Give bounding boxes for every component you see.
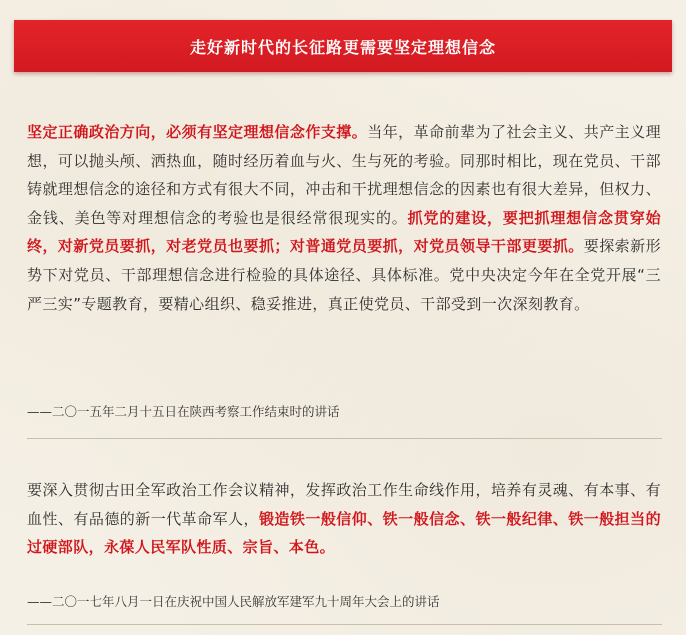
body-text: 当年，革命前辈为了社会主义、共产主义理想，可以抛头颅、洒热血，随时经历着血与火、生与死的考验。同那时相比，现在党员、干部铸就理想信念的途径和方式有很大不同，冲击和干扰理想信念的因素也有很大差异，但权力、金钱、美色等对理想信念的考验也是很经常很现实的。 xyxy=(27,123,661,227)
divider-line xyxy=(27,438,662,439)
quote-source-2: ——二〇一七年八月一日在庆祝中国人民解放军建军九十周年大会上的讲话 xyxy=(27,594,440,609)
highlight-text: 坚定正确政治方向，必须有坚定理想信念作支撑。 xyxy=(27,123,368,141)
body-text: 要探索新形势下对党员、干部理想信念进行检验的具体途径、具体标准。党中央决定今年在全党开展“三严三实”专题教育，要精心组织、稳妥推进，真正使党员、干部受到一次深刻教育。 xyxy=(27,237,661,313)
quote-paragraph-2 xyxy=(27,476,661,562)
body-text: 要深入贯彻古田全军政治工作会议精神，发挥政治工作生命线作用，培养有灵魂、有本事、有血性、有品德的新一代革命军人， xyxy=(27,481,661,528)
header-title: 走好新时代的长征路更需要坚定理想信念 xyxy=(189,37,496,57)
section-header-banner xyxy=(14,20,672,72)
quote-source-1: ——二〇一五年二月十五日在陕西考察工作结束时的讲话 xyxy=(27,404,340,419)
quote-section-1 xyxy=(27,118,661,318)
highlight-text: 锻造铁一般信仰、铁一般信念、铁一般纪律、铁一般担当的过硬部队，永葆人民军队性质、宗旨、本色。 xyxy=(27,509,661,557)
quote-paragraph-1 xyxy=(27,118,661,318)
highlight-text: 抓党的建设，要把抓理想信念贯穿始终，对新党员要抓，对老党员也要抓；对普通党员要抓，对党员领导干部更要抓。 xyxy=(27,208,661,256)
divider-line xyxy=(27,624,662,625)
quote-section-2 xyxy=(27,476,661,562)
